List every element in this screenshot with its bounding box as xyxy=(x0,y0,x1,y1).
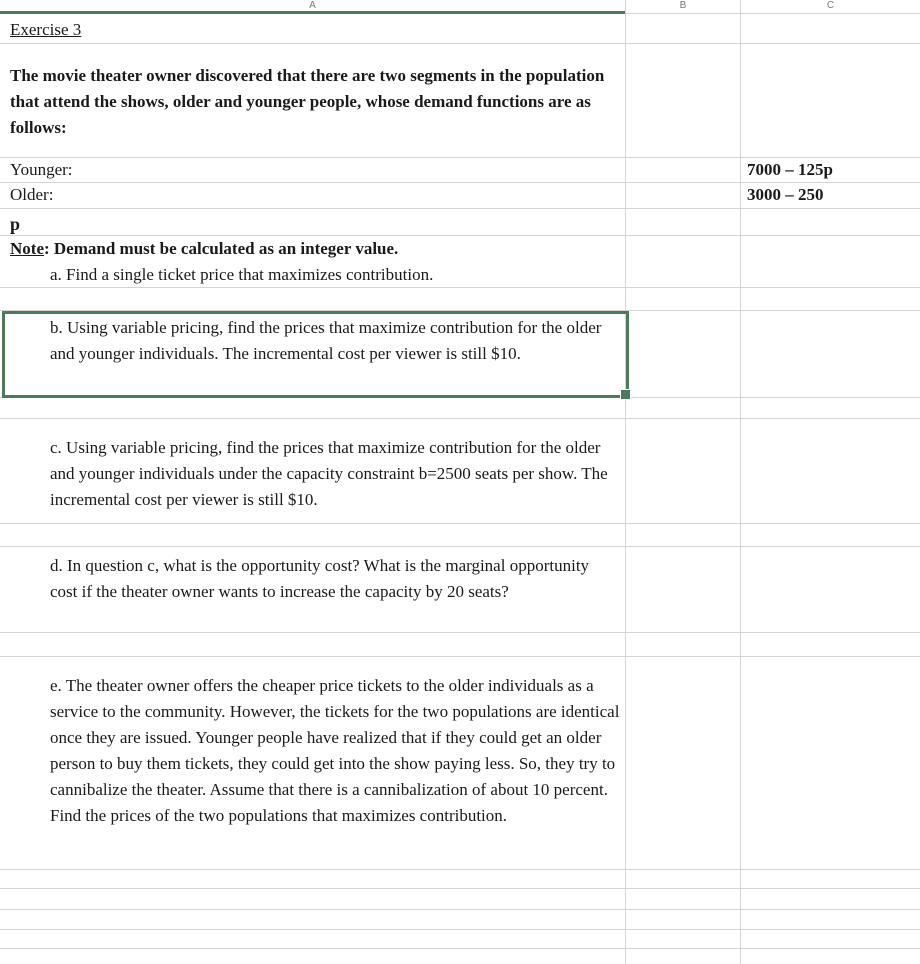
note-text: : Demand must be calculated as an integer value. xyxy=(43,239,399,258)
gridline-row xyxy=(0,632,920,633)
gridline-row xyxy=(0,948,920,949)
gridline-row xyxy=(0,546,920,547)
fill-handle[interactable] xyxy=(620,389,631,400)
gridline-row xyxy=(0,43,920,44)
cell-a2-intro[interactable]: The movie theater owner discovered that there are two segments in the population that attend the shows, older and younger people, whose demand functions are as follows: xyxy=(10,66,605,137)
cell-a5-p-label[interactable]: p xyxy=(10,214,21,234)
gridline-row xyxy=(0,656,920,657)
column-header-a-label: A xyxy=(309,0,316,11)
column-header-b-label: B xyxy=(679,0,687,11)
cell-a10-question-d[interactable]: d. In question c, what is the opportunity cost? What is the marginal opportunity cost if the theater owner wants to increase the capacity by 20 seats? xyxy=(50,556,590,601)
cell-a3-younger-label[interactable]: Younger: xyxy=(10,160,73,179)
cell-a1-title[interactable]: Exercise 3 xyxy=(10,20,82,39)
gridline-row xyxy=(0,418,920,419)
column-header-a[interactable] xyxy=(0,0,625,14)
cell-c3-younger-demand[interactable]: 7000 – 125p xyxy=(747,160,833,179)
cell-a9-question-c[interactable]: c. Using variable pricing, find the prices that maximize contribution for the older and younger individuals under the capacity constraint b=2500 seats per show. The incremental cost per viewer is still $10. xyxy=(50,438,608,509)
column-header-b[interactable] xyxy=(626,0,740,14)
cell-a7-question-a[interactable]: a. Find a single ticket price that maximizes contribution. xyxy=(50,265,434,284)
gridline-row xyxy=(0,929,920,930)
column-header-c-label: C xyxy=(826,0,835,11)
cell-a8-question-b[interactable]: b. Using variable pricing, find the prices that maximize contribution for the older and younger individuals. The incremental cost per viewer is still $10. xyxy=(50,318,602,363)
selected-cell-outline xyxy=(2,311,629,398)
column-header-c[interactable] xyxy=(741,0,920,14)
cell-a11-question-e[interactable]: e. The theater owner offers the cheaper price tickets to the older individuals as a service to the community. However, the tickets for the two populations are identical once they are issued. Younger people have realized that if they could get an older person to buy them tickets, they could get into the show paying less. So, they try to cannibalize the theater. Assume that there is a cannibalization of about 10 percent. Find the prices of the two populations that maximizes contribution. xyxy=(50,676,620,825)
cell-a6-note[interactable] xyxy=(10,236,620,262)
note-prefix: Note xyxy=(10,239,44,258)
gridline-col-b-c xyxy=(740,0,741,964)
gridline-row xyxy=(0,888,920,889)
cell-c4-older-demand[interactable]: 3000 – 250 xyxy=(747,185,824,204)
gridline-row xyxy=(0,869,920,870)
cell-a4-older-label[interactable]: Older: xyxy=(10,185,54,204)
gridline-row xyxy=(0,208,920,209)
gridline-col-a-b xyxy=(625,0,626,964)
gridline-row xyxy=(0,523,920,524)
gridline-row xyxy=(0,909,920,910)
